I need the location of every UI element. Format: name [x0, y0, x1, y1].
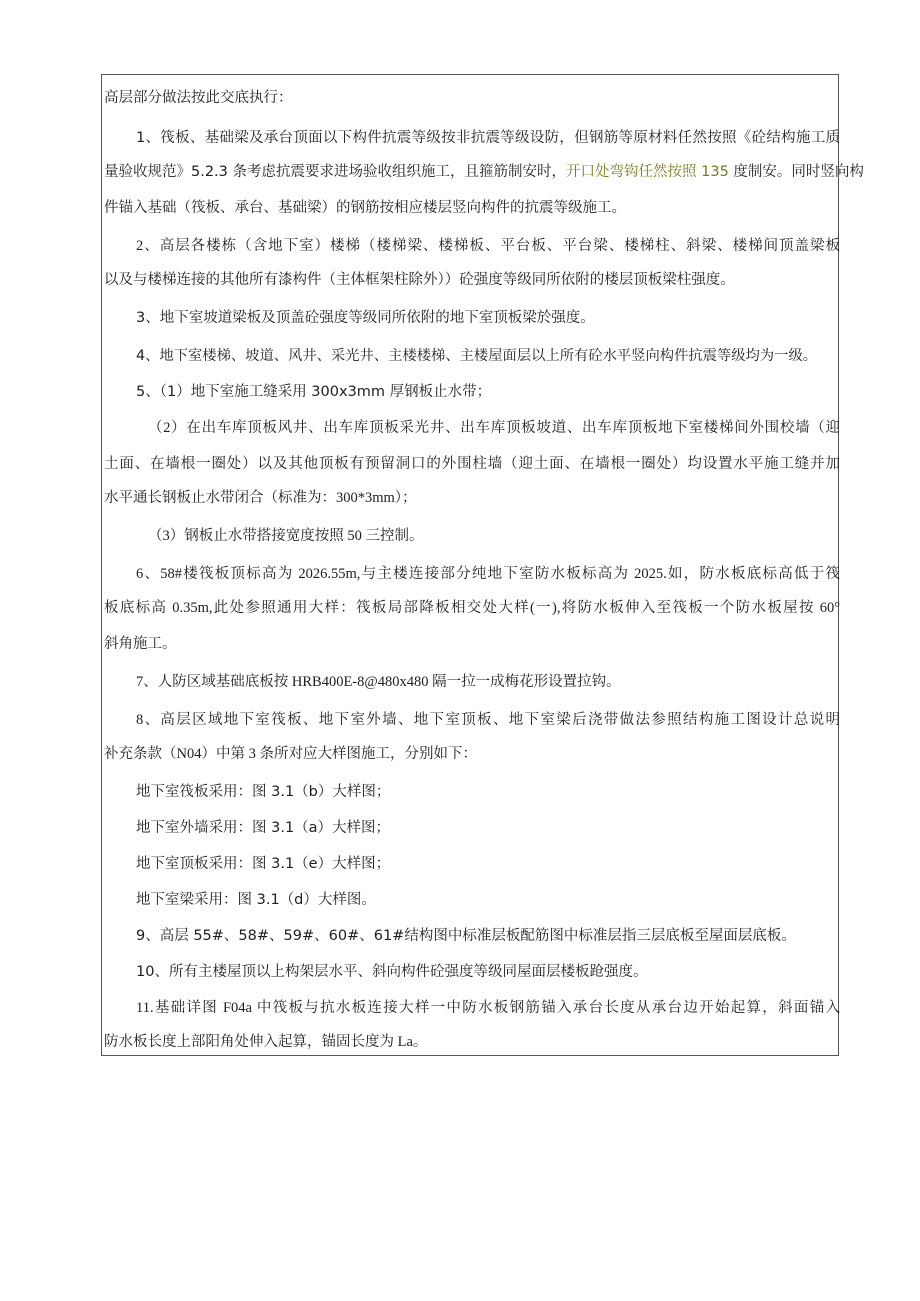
item-5-sub-2-line-3: 水平通长钢板止水带闭合（标准为：300*3mm）； — [104, 490, 417, 506]
intro-text: 高层部分做法按此交底执行： — [104, 90, 293, 106]
item-5-sub-2-line-2: 土面、在墙根一圈处）以及其他顶板有预留洞口的外围柱墙（迎土面、在墙根一圈处）均设置水平施工缝并加 — [104, 456, 840, 472]
item-3-text: 3、地下室坡道梁板及顶盖砼强度等级同所依附的地下室顶板梁於强度。 — [136, 310, 595, 326]
item-9-text: 9、高层 55#、58#、59#、60#、61#结构图中标准层板配筋图中标准层指三层底板至屋面层底板。 — [136, 928, 796, 944]
item-2-line-1: 2、高层各楼栋（含地下室）楼梯（楼梯梁、楼梯板、平台板、平台梁、楼梯柱、斜梁、楼梯间顶盖梁板 — [136, 238, 840, 254]
item-8-roof-detail: 地下室顶板采用：图 3.1（e）大样图； — [136, 856, 391, 872]
item-1-line-2 — [104, 162, 864, 182]
item-6-line-2: 板底标高 0.35m,此处参照通用大样：筏板局部降板相交处大样(一),将防水板伸入至筏板一个防水板屋按 60° — [104, 600, 840, 616]
item-1-line-2-text-b: 度制安。同时竖向构 — [728, 164, 864, 180]
item-1-line-3: 件锚入基础（筏板、承台、基础梁）的钢筋按相应楼层竖向构件的抗震等级施工。 — [104, 200, 626, 216]
item-5-line-1: 5、（1）地下室施工缝采用 300x3mm 厚钢板止水带； — [136, 384, 492, 400]
item-2-line-2: 以及与楼梯连接的其他所有漆构件（主体框架柱除外））砼强度等级同所依附的楼层顶板梁柱强度。 — [104, 272, 735, 288]
item-8-line-2: 补充条款（N04）中第 3 条所对应大样图施工，分别如下： — [104, 746, 477, 762]
item-5-sub-2-line-1: （2）在出车库顶板风井、出车库顶板采光井、出车库顶板坡道、出车库顶板地下室楼梯间外围校墙（迎 — [148, 420, 840, 436]
item-11-line-1: 11.基础详图 F04a 中筏板与抗水板连接大样一中防水板钢筋锚入承台长度从承台边开始起算，斜面锚入 — [136, 1000, 840, 1016]
item-8-line-1: 8、高层区域地下室筏板、地下室外墙、地下室顶板、地下室梁后浇带做法参照结构施工图设计总说明 — [136, 712, 840, 728]
item-8-raft-detail: 地下室筏板采用：图 3.1（b）大样图； — [136, 784, 391, 800]
item-8-wall-detail: 地下室外墙采用：图 3.1（a）大样图； — [136, 820, 391, 836]
item-1-highlight-text: 开口处弯钩任然按照 135 — [566, 164, 729, 180]
item-7-text: 7、人防区域基础底板按 HRB400E-8@480x480 隔一拉一成梅花形设置拉钩。 — [136, 674, 621, 690]
item-4-text: 4、地下室楼梯、坡道、风井、采光井、主楼楼梯、主楼屋面层以上所有砼水平竖向构件抗震等级均为一级。 — [136, 348, 818, 364]
item-10-text: 10、所有主楼屋顶以上构架层水平、斜向构件砼强度等级同屋面层楼板跄强度。 — [136, 964, 648, 980]
item-6-line-3: 斜角施工。 — [104, 636, 177, 652]
item-5-sub-3: （3）钢板止水带搭接宽度按照 50 三控制。 — [148, 528, 424, 544]
item-6-line-1: 6、58#楼筏板顶标高为 2026.55m,与主楼连接部分纯地下室防水板标高为 2025.如，防水板底标高低于筏 — [136, 566, 840, 582]
item-1-line-2-text-a: 量验收规范》5.2.3 条考虑抗震要求进场验收组织施工，且箍筋制安时， — [104, 164, 567, 180]
item-11-line-2: 防水板长度上部阳角处伸入起算，锚固长度为 La。 — [104, 1034, 428, 1050]
item-8-beam-detail: 地下室梁采用：图 3.1（d）大样图。 — [136, 892, 376, 908]
item-1-line-1: 1、筏板、基础梁及承台顶面以下构件抗震等级按非抗震等级设防，但钢筋等原材料任然按照《砼结构施工质 — [136, 130, 840, 146]
